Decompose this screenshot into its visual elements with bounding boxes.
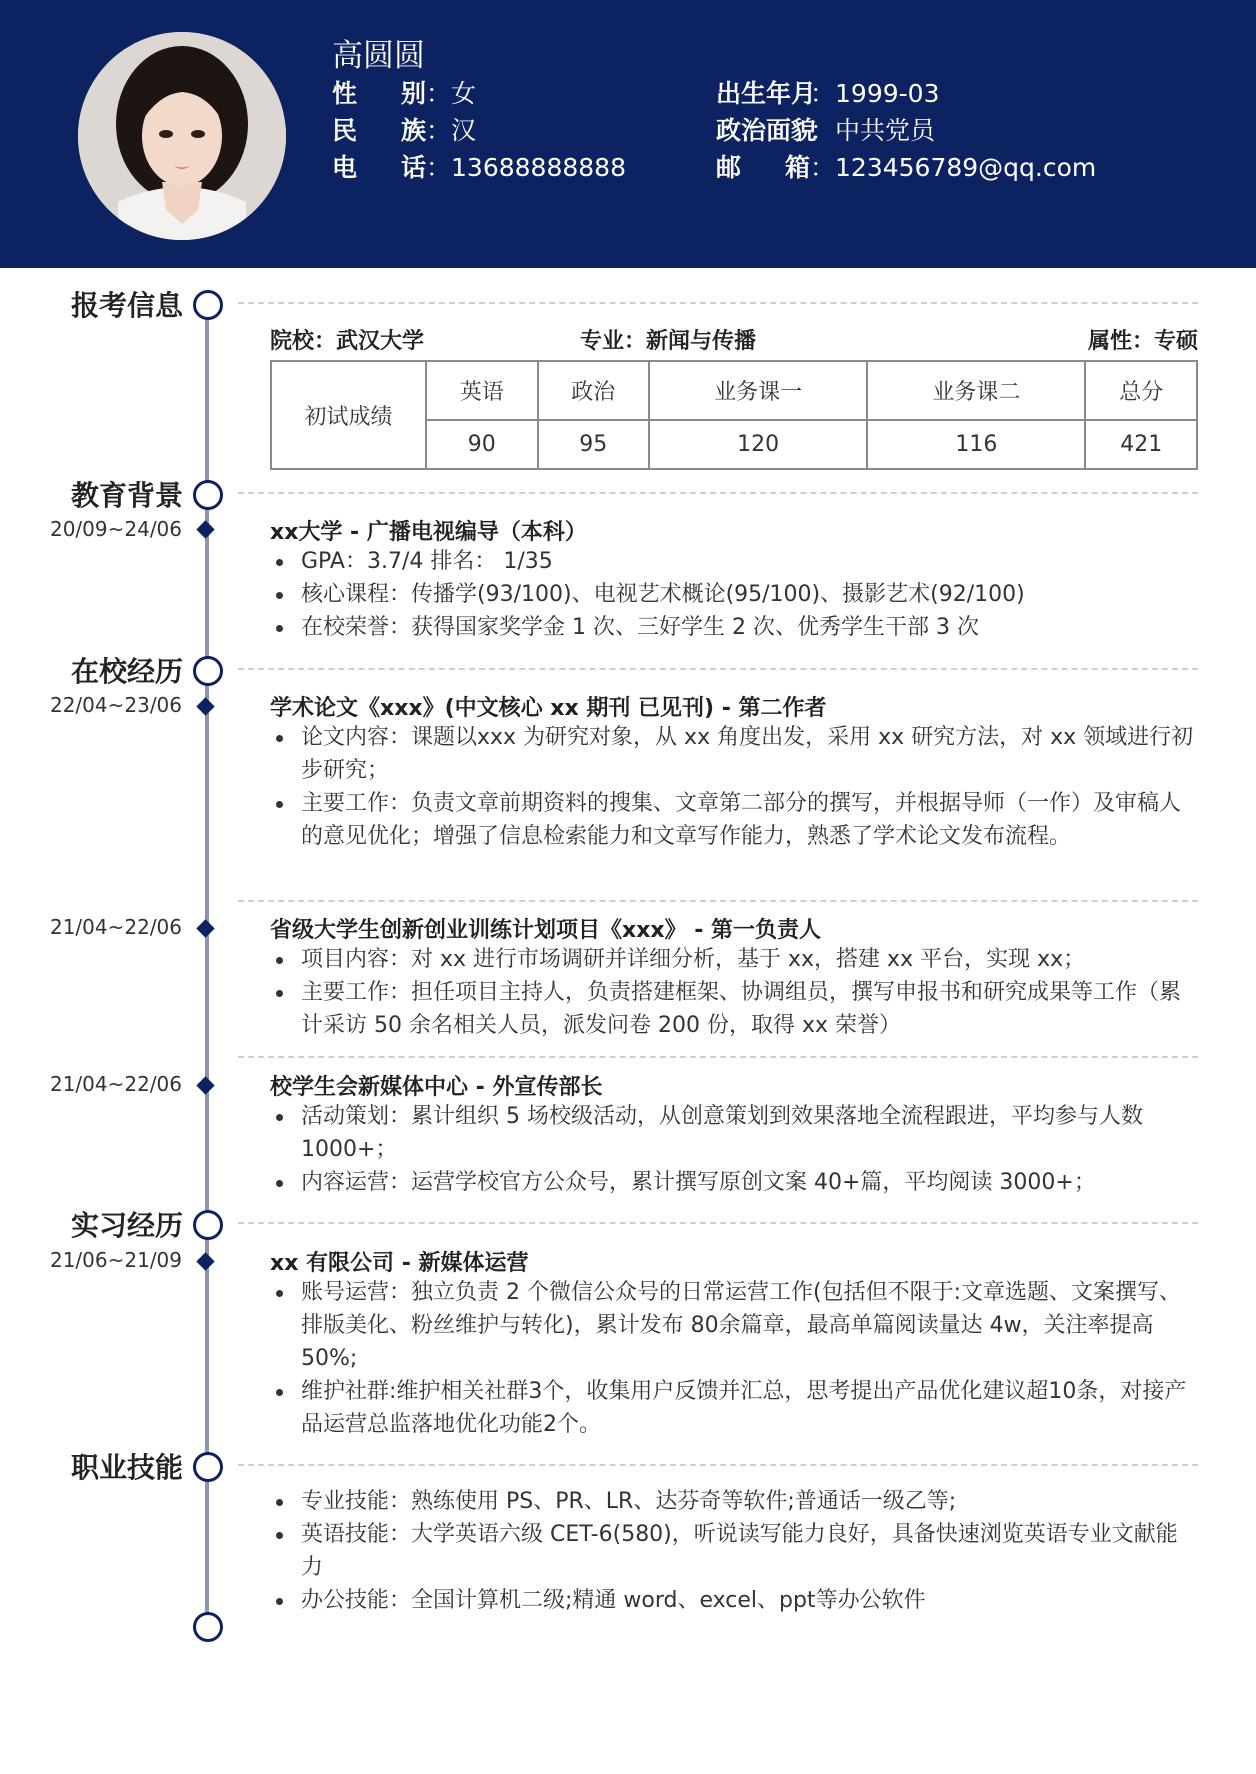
email-row: 邮 箱 ：123456789@qq.com xyxy=(716,148,1096,184)
portrait-illustration xyxy=(78,32,286,240)
list-item: 办公技能：全国计算机二级;精通 word、excel、ppt等办公软件 xyxy=(270,1584,1198,1617)
section-divider xyxy=(238,668,1198,670)
exam-score-table xyxy=(270,360,1198,470)
section-title-campus: 在校经历 xyxy=(70,655,183,688)
score-cell: 90 xyxy=(426,420,538,469)
political-label: 政治面貌 xyxy=(716,116,817,145)
gender-value: 女 xyxy=(451,79,477,108)
internship-bullets xyxy=(270,1276,1198,1441)
list-item: GPA：3.7/4 排名： 1/35 xyxy=(270,545,1198,578)
list-item: 主要工作：担任项目主持人，负责搭建框架、协调组员，撰写申报书和研究成果等工作（累计采访 50 余名相关人员，派发问卷 200 份，取得 xx 荣誉） xyxy=(270,976,1198,1042)
timeline-diamond xyxy=(196,697,214,715)
political-row: 政治面貌：中共党员 xyxy=(716,111,935,147)
campus-date-3: 21/04~22/06 xyxy=(49,1072,182,1096)
birth-label: 出生年月 xyxy=(716,79,817,108)
entry-divider xyxy=(238,1056,1198,1058)
phone-value: 13688888888 xyxy=(451,153,626,182)
gender-row: 性 别 ：女 xyxy=(332,74,476,110)
subject-cell: 业务课一 xyxy=(649,361,867,420)
campus-title-3: 校学生会新媒体中心 - 外宣传部长 xyxy=(270,1075,603,1100)
candidate-name: 高圆圆 xyxy=(332,38,425,74)
campus-bullets-2 xyxy=(270,943,1198,1042)
education-date: 20/09~24/06 xyxy=(49,517,182,541)
email-value: 123456789@qq.com xyxy=(835,153,1097,182)
ethnic-row: 民 族 ：汉 xyxy=(332,111,476,147)
list-item: 核心课程：传播学(93/100)、电视艺术概论(95/100)、摄影艺术(92/100) xyxy=(270,578,1198,611)
score-header-row xyxy=(271,361,1197,420)
subject-cell: 英语 xyxy=(426,361,538,420)
profile-photo xyxy=(78,32,286,240)
list-item: 内容运营：运营学校官方公众号，累计撰写原创文案 40+篇，平均阅读 3000+； xyxy=(270,1166,1198,1199)
timeline-circle-skills xyxy=(193,1452,223,1482)
exam-major: 专业：新闻与传播 xyxy=(580,329,757,354)
timeline-diamond xyxy=(196,919,214,937)
section-title-skills: 职业技能 xyxy=(70,1451,183,1484)
entry-divider xyxy=(238,900,1198,902)
list-item: 账号运营：独立负责 2 个微信公众号的日常运营工作(包括但不限于:文章选题、文案撰写、排版美化、粉丝维护与转化)，累计发布 80余篇章，最高单篇阅读量达 4w，关注率提高 50%; xyxy=(270,1276,1198,1375)
section-title-education: 教育背景 xyxy=(70,479,183,512)
internship-date: 21/06~21/09 xyxy=(49,1248,182,1272)
gender-label: 性 别 xyxy=(332,79,426,108)
phone-label: 电 话 xyxy=(332,153,426,182)
timeline-circle-education xyxy=(193,480,223,510)
campus-title-2: 省级大学生创新创业训练计划项目《xxx》 - 第一负责人 xyxy=(270,918,822,943)
section-divider xyxy=(238,1222,1198,1224)
subject-cell: 总分 xyxy=(1085,361,1197,420)
education-bullets xyxy=(270,545,1198,644)
section-divider xyxy=(238,492,1198,494)
timeline-circle-internship xyxy=(193,1210,223,1240)
ethnic-label: 民 族 xyxy=(332,116,426,145)
score-cell: 95 xyxy=(538,420,650,469)
section-title-exam: 报考信息 xyxy=(70,289,183,322)
campus-date-2: 21/04~22/06 xyxy=(49,915,182,939)
timeline-line xyxy=(205,318,209,1618)
exam-school: 院校：武汉大学 xyxy=(270,329,425,354)
section-title-internship: 实习经历 xyxy=(70,1209,183,1242)
subject-cell: 政治 xyxy=(538,361,650,420)
list-item: 主要工作：负责文章前期资料的搜集、文章第二部分的撰写，并根据导师（一作）及审稿人的意见优化；增强了信息检索能力和文章写作能力，熟悉了学术论文发布流程。 xyxy=(270,787,1198,853)
campus-date-1: 22/04~23/06 xyxy=(49,693,182,717)
timeline-circle-end xyxy=(193,1612,223,1642)
list-item: 维护社群:维护相关社群3个，收集用户反馈并汇总，思考提出产品优化建议超10条，对接产品运营总监落地优化功能2个。 xyxy=(270,1375,1198,1441)
phone-row: 电 话 ：13688888888 xyxy=(332,148,626,184)
internship-title: xx 有限公司 - 新媒体运营 xyxy=(270,1251,529,1276)
campus-bullets-3 xyxy=(270,1100,1198,1199)
campus-title-1: 学术论文《xxx》(中文核心 xx 期刊 已见刊) - 第二作者 xyxy=(270,696,827,721)
education-title: xx大学 - 广播电视编导（本科） xyxy=(270,520,587,545)
score-cell: 421 xyxy=(1085,420,1197,469)
section-divider xyxy=(238,302,1198,304)
resume-header xyxy=(0,0,1256,268)
list-item: 活动策划：累计组织 5 场校级活动，从创意策划到效果落地全流程跟进，平均参与人数 1000+； xyxy=(270,1100,1198,1166)
timeline-circle-exam xyxy=(193,290,223,320)
birth-row: 出生年月：1999-03 xyxy=(716,74,939,110)
timeline-diamond xyxy=(196,1252,214,1270)
campus-bullets-1 xyxy=(270,721,1198,853)
section-divider xyxy=(238,1464,1198,1466)
list-item: 专业技能：熟练使用 PS、PR、LR、达芬奇等软件;普通话一级乙等; xyxy=(270,1485,1198,1518)
email-label: 邮 箱 xyxy=(716,153,810,182)
political-value: 中共党员 xyxy=(835,116,936,145)
exam-type: 属性：专硕 xyxy=(1087,329,1198,354)
score-cell: 120 xyxy=(649,420,867,469)
birth-value: 1999-03 xyxy=(835,79,940,108)
list-item: 项目内容：对 xx 进行市场调研并详细分析，基于 xx，搭建 xx 平台，实现 xx； xyxy=(270,943,1198,976)
ethnic-value: 汉 xyxy=(451,116,477,145)
timeline-diamond xyxy=(196,520,214,538)
skills-bullets xyxy=(270,1485,1198,1617)
list-item: 在校荣誉：获得国家奖学金 1 次、三好学生 2 次、优秀学生干部 3 次 xyxy=(270,611,1198,644)
score-row-label: 初试成绩 xyxy=(271,361,426,469)
timeline-diamond xyxy=(196,1076,214,1094)
subject-cell: 业务课二 xyxy=(867,361,1085,420)
list-item: 英语技能：大学英语六级 CET-6(580)，听说读写能力良好，具备快速浏览英语专业文献能力 xyxy=(270,1518,1198,1584)
list-item: 论文内容：课题以xxx 为研究对象，从 xx 角度出发，采用 xx 研究方法，对 xx 领域进行初步研究； xyxy=(270,721,1198,787)
timeline-circle-campus xyxy=(193,656,223,686)
score-cell: 116 xyxy=(867,420,1085,469)
